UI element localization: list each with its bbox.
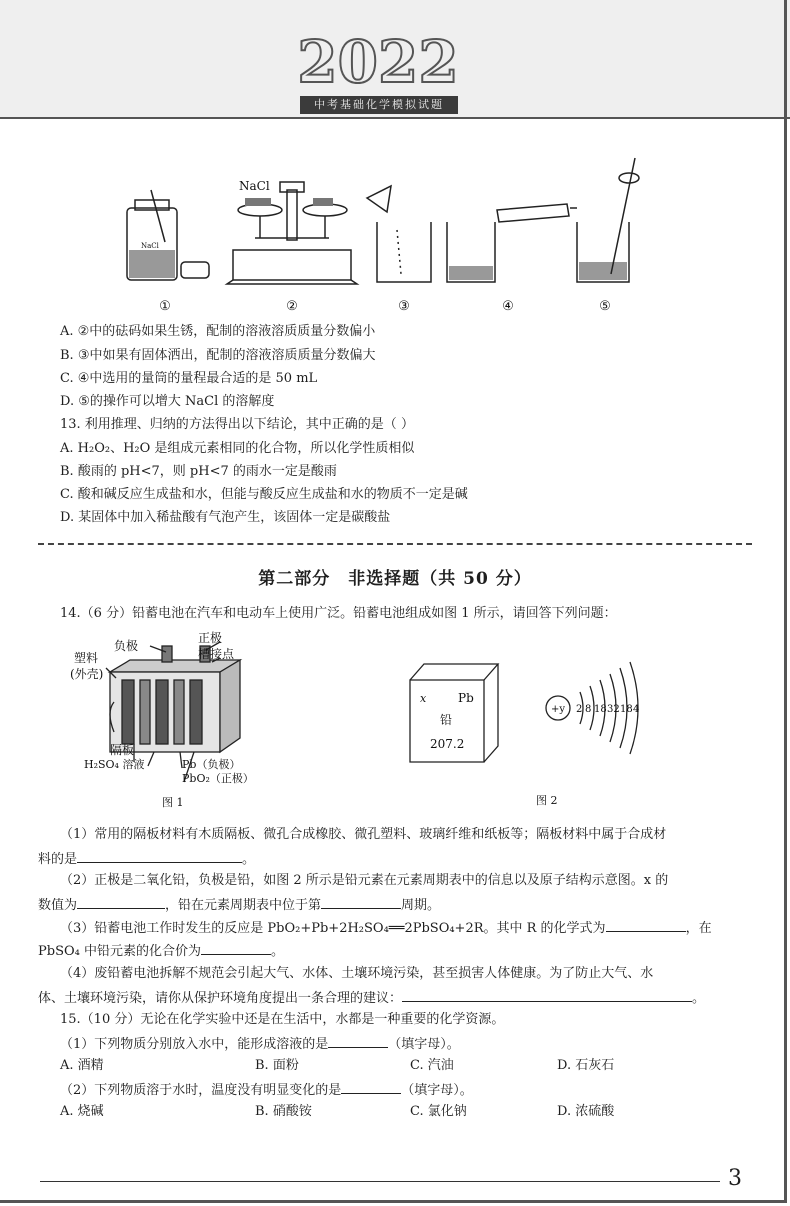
step-label-5: ⑤ [599, 299, 611, 314]
jar-nacl-label: NaCl [141, 242, 159, 250]
q14-p4-text: 体、土壤环境污染，请你从保护环境角度提出一条合理的建议： [38, 991, 403, 1006]
q15-p2-text: （2）下列物质溶于水时，温度没有明显变化的是 [60, 1083, 342, 1098]
q13-option-d: D. 某固体中加入稀盐酸有气泡产生，该固体一定是碳酸盐 [60, 510, 391, 525]
fig1-label-terminal: 槽接点 [198, 647, 235, 661]
fig2-shell-1: 2 [576, 704, 583, 715]
q12-option-b: B. ③中如果有固体洒出，配制的溶液溶质质量分数偏大 [60, 348, 376, 363]
fig2-atomic-number: x [420, 692, 427, 705]
fig1-label-separator: 隔板 [110, 743, 135, 757]
fig1-caption: 图 1 [162, 796, 184, 809]
fig2-symbol: Pb [458, 691, 474, 705]
q14-p2-text-c: 周期。 [401, 898, 441, 913]
fig1-label-case: (外壳) [70, 667, 104, 681]
fig1-label-plastic: 塑料 [74, 651, 99, 665]
q15-p2-option-a: A. 烧碱 [60, 1104, 104, 1119]
q15-p1-option-a: A. 酒精 [60, 1058, 104, 1073]
fig1-label-pbo2: PbO₂（正极） [182, 772, 254, 785]
fig2-caption: 图 2 [536, 794, 558, 807]
q14-p4-end: 。 [692, 991, 706, 1006]
q14-p3-text-c: PbSO₄ 中铅元素的化合价为 [38, 944, 201, 959]
q15-p2-end: （填字母）。 [401, 1083, 473, 1098]
q14-stem: 14.（6 分）铅蓄电池在汽车和电动车上使用广泛。铅蓄电池组成如图 1 所示，请回答下列问题： [60, 606, 617, 621]
q13-option-b: B. 酸雨的 pH<7，则 pH<7 的雨水一定是酸雨 [60, 464, 337, 479]
fig2-mass: 207.2 [430, 737, 465, 751]
q15-p2-option-b: B. 硝酸铵 [255, 1104, 312, 1119]
q13-option-c: C. 酸和碱反应生成盐和水，但能与酸反应生成盐和水的物质不一定是碱 [60, 487, 468, 502]
step-label-3: ③ [398, 299, 410, 314]
fig1-label-positive: 正极 [198, 631, 223, 645]
q14-p1-end: 。 [242, 852, 256, 867]
q13-option-a: A. H₂O₂、H₂O 是组成元素相同的化合物，所以化学性质相似 [60, 441, 415, 456]
q13-stem: 13. 利用推理、归纳的方法得出以下结论，其中正确的是（ ） [60, 417, 414, 432]
fig2-shell-2: 8 [585, 704, 592, 715]
q14-p2-text-a: 数值为 [38, 898, 78, 913]
q15-p2-option-d: D. 浓硫酸 [557, 1104, 615, 1119]
balance-nacl-label: NaCl [239, 179, 270, 193]
q15-p2-option-c: C. 氯化钠 [410, 1104, 467, 1119]
section-title: 第二部分 非选择题（共 50 分） [258, 569, 532, 589]
fig2-shell-4: 32 [607, 704, 620, 715]
fig2-nucleus: +y [550, 704, 566, 715]
q12-option-a: A. ②中的砝码如果生锈，配制的溶液溶质质量分数偏小 [60, 324, 376, 339]
q15-p1-option-c: C. 汽油 [410, 1058, 454, 1073]
q15-p1-end: （填字母）。 [388, 1037, 460, 1052]
fig1-label-negative: 负极 [114, 639, 139, 653]
header-banner: 中考基础化学模拟试题 [300, 96, 458, 114]
q12-option-d: D. ⑤的操作可以增大 NaCl 的溶解度 [60, 394, 275, 409]
page-number: 3 [728, 1166, 742, 1191]
q14-p1-line1: （1）常用的隔板材料有木质隔板、微孔合成橡胶、微孔塑料、玻璃纤维和纸板等；隔板材料中属于合成材 [60, 827, 667, 842]
q14-p3-text-b: ，在 [685, 921, 712, 936]
step-label-4: ④ [502, 299, 514, 314]
fig1-label-pb: Pb（负极） [182, 758, 241, 771]
q14-p3-end: 。 [270, 944, 284, 959]
q14-p1-line2-text: 料的是 [38, 852, 78, 867]
q15-p1-option-b: B. 面粉 [255, 1058, 299, 1073]
q15-p1-option-d: D. 石灰石 [557, 1058, 615, 1073]
fig2-shell-3: 18 [594, 704, 607, 715]
fig2-shell-5: 18 [620, 704, 633, 715]
q14-p3-text-a: （3）铅蓄电池工作时发生的反应是 PbO₂+Pb+2H₂SO₄══2PbSO₄+2R。其中 R 的化学式为 [60, 921, 606, 936]
year-logo-text: 2022 [297, 28, 459, 96]
q14-p4-line1: （4）废铅蓄电池拆解不规范会引起大气、水体、土壤环境污染，甚至损害人体健康。为了防止大气、水 [60, 966, 654, 981]
q14-p2-line1: （2）正极是二氧化铅，负极是铅，如图 2 所示是铅元素在元素周期表中的信息以及原子结构示意图。x 的 [60, 873, 669, 888]
fig2-name: 铅 [440, 713, 453, 727]
step-label-1: ① [159, 299, 171, 314]
q12-option-c: C. ④中选用的量筒的量程最合适的是 50 mL [60, 371, 318, 386]
q14-p2-text-b: ，铅在元素周期表中位于第 [165, 898, 322, 913]
q15-p1-text: （1）下列物质分别放入水中，能形成溶液的是 [60, 1037, 329, 1052]
fig1-label-acid: H₂SO₄ 溶液 [84, 758, 145, 771]
step-label-2: ② [286, 299, 298, 314]
fig2-shell-6: 4 [633, 704, 640, 715]
q15-stem: 15.（10 分）无论在化学实验中还是在生活中，水都是一种重要的化学资源。 [60, 1012, 505, 1027]
